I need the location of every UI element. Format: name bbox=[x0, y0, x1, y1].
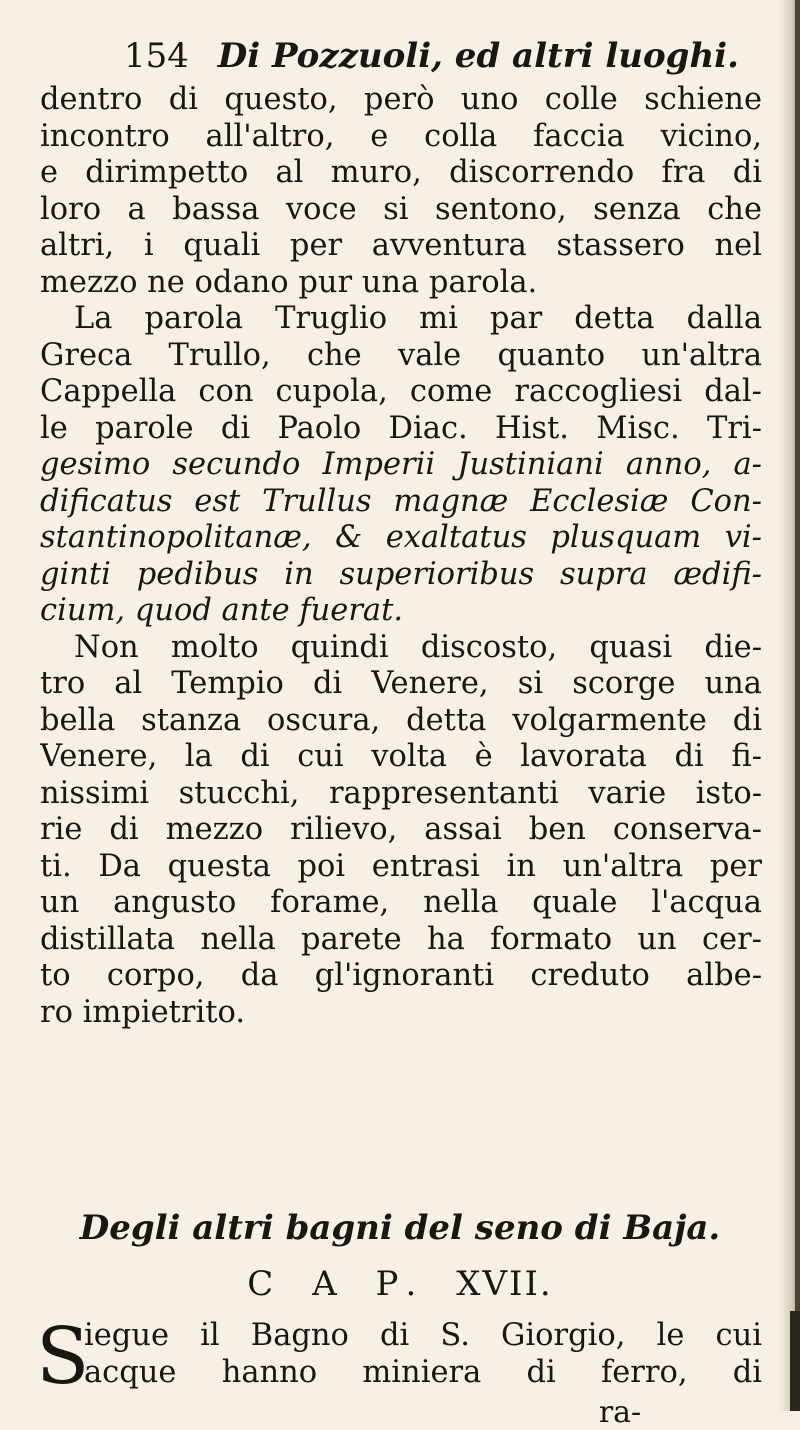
page-number: 154 bbox=[124, 36, 189, 76]
text-line: gesimo secundo Imperii Justiniani anno, a- bbox=[40, 447, 762, 482]
text-line: Non molto quindi discosto, quasi die- bbox=[74, 629, 762, 665]
section-heading: Degli altri bagni del seno di Baja. bbox=[79, 1208, 721, 1248]
chapter-opening-text bbox=[36, 1312, 762, 1402]
text-line: distillata nella parete ha formato un cer- bbox=[40, 921, 762, 957]
text-line: dificatus est Trullus magnæ Ecclesiæ Con- bbox=[40, 483, 762, 519]
text-line: bella stanza oscura, detta volgarmente di bbox=[40, 702, 762, 738]
text-line: to corpo, da gl'ignoranti creduto albe- bbox=[40, 958, 762, 993]
text-line: Greca Trullo, che vale quanto un'altra bbox=[40, 337, 762, 373]
text-line: mezzo ne odano pur una parola. bbox=[40, 264, 538, 300]
running-title: Di Pozzuoli, ed altri luoghi. bbox=[217, 36, 739, 76]
text-line: loro a bassa voce si sentono, senza che bbox=[40, 191, 762, 227]
text-line: iegue il Bagno di S. Giorgio, le cui bbox=[84, 1318, 762, 1353]
text-line: cium, quod ante fuerat. bbox=[40, 593, 404, 628]
text-line: acque hanno miniera di ferro, di bbox=[84, 1354, 762, 1390]
page-edge-binding bbox=[795, 0, 800, 1411]
text-line: Cappella con cupola, come raccogliesi dal- bbox=[40, 374, 762, 409]
text-line: altri, i quali per avventura stassero nel bbox=[40, 228, 762, 263]
drop-cap: S bbox=[36, 1312, 90, 1402]
body-text bbox=[40, 82, 762, 1031]
text-line: e dirimpetto al muro, discorrendo fra di bbox=[40, 155, 762, 190]
text-line: Venere, la di cui volta è lavorata di fi- bbox=[40, 739, 762, 774]
chapter-number: XVII. bbox=[456, 1264, 553, 1304]
text-line: stantinopolitanæ, & exaltatus plusquam vi- bbox=[40, 520, 762, 555]
page-header bbox=[124, 36, 739, 76]
text-line: le parole di Paolo Diac. Hist. Misc. Tri- bbox=[40, 410, 762, 446]
text-line: rie di mezzo rilievo, assai ben conserva- bbox=[40, 812, 762, 847]
text-line: nissimi stucchi, rappresentanti varie isto- bbox=[40, 775, 762, 811]
chapter-label: C A P. bbox=[247, 1264, 431, 1304]
chapter-heading bbox=[0, 1264, 800, 1304]
text-line: ro impietrito. bbox=[40, 994, 246, 1030]
text-line: ti. Da questa poi entrasi in un'altra per bbox=[40, 848, 762, 884]
text-line: La parola Truglio mi par detta dalla bbox=[74, 301, 762, 336]
catchword-row bbox=[0, 1395, 800, 1430]
catchword: ra- bbox=[598, 1395, 642, 1430]
text-line: un angusto forame, nella quale l'acqua bbox=[40, 885, 762, 920]
text-line: tro al Tempio di Venere, si scorge una bbox=[40, 666, 762, 701]
text-line: incontro all'altro, e colla faccia vicino, bbox=[40, 118, 762, 154]
text-line: dentro di questo, però uno colle schiene bbox=[40, 82, 762, 117]
text-line: ginti pedibus in superioribus supra ædifi- bbox=[40, 556, 762, 592]
